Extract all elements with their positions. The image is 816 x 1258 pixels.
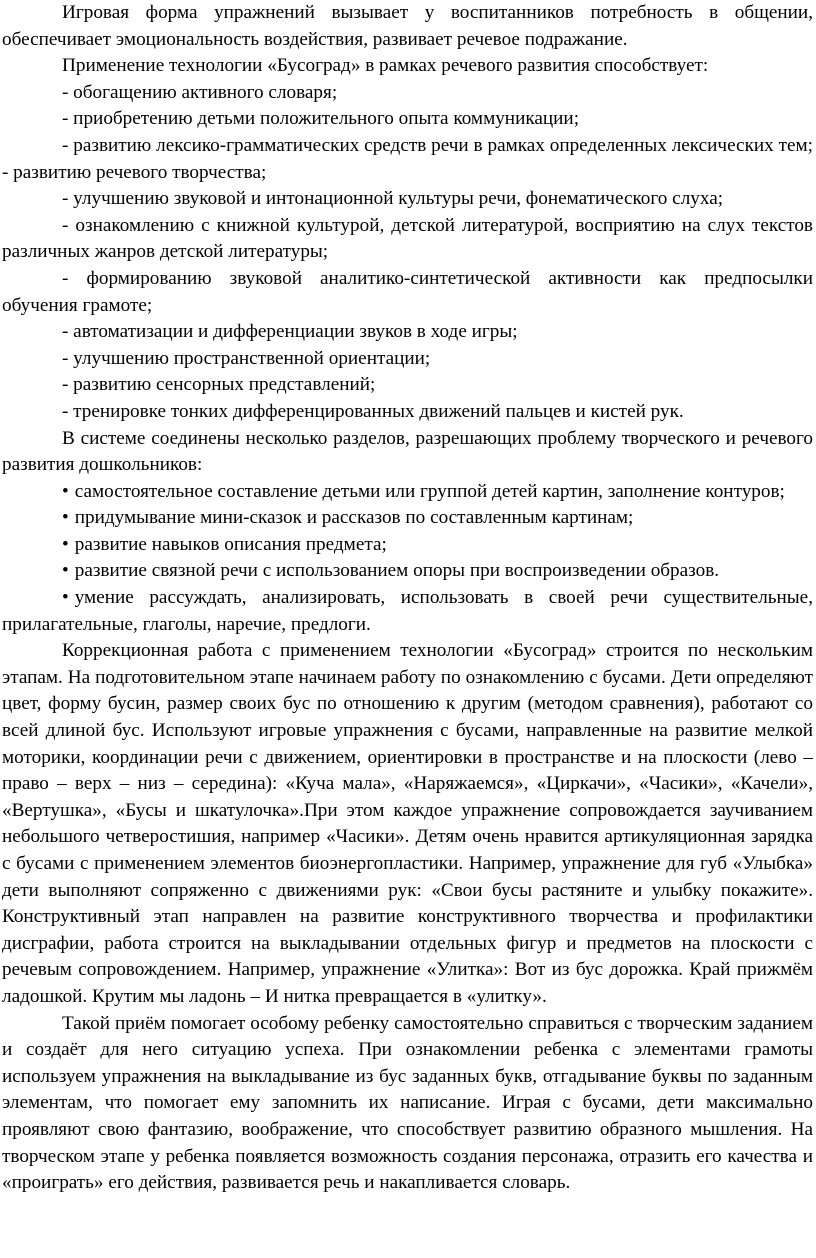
bullet-list-item — [2, 585, 813, 638]
bullet-list-item — [2, 558, 813, 585]
bullet-text: развитие связной речи с использованием опоры при воспроизведении образов. — [74, 560, 720, 582]
list-item-dash: - улучшению звуковой и интонационной культуры речи, фонематического слуха; — [62, 188, 724, 210]
paragraph-system-sections: В системе соединены несколько разделов, разрешающих проблему творческого и речевого развития дошкольников: — [2, 427, 813, 476]
bullet-icon: • — [62, 480, 69, 502]
paragraph-correction-work: Коррекционная работа с применением технологии «Бусоград» строится по нескольким этапам. На подготовительном этапе начинаем работу по ознакомлению с бусами. Дети определяют цвет, форму бусин, размер своих бус по отношению к другим (методом сравнения), работают со всей длиной бус. Используют игровые упражнения с бусами, направленные на развитие мелкой моторики, координации речи с движением, ориентировки в пространстве и на плоскости (лево – право – верх – низ – середина): «Куча мала», «Наряжаемся», «Циркачи», «Часики», «Качели», «Вертушка», «Бусы и шкатулочка».При этом каждое упражнение сопровождается заучиванием небольшого четверостишия, например «Часики». Детям очень нравится артикуляционная зарядка с бусами с применением элементов биоэнергопластики. Например, упражнение для губ «Улыбка» дети выполняют сопряженно с движениями рук: «Свои бусы растяните и улыбку покажите». Конструктивный этап направлен на развитие конструктивного творчества и профилактики дисграфии, работа строится на выкладывании отдельных фигур и предметов на плоскости с речевым сопровождением. Например, упражнение «Улитка»: Вот из бус дорожка. Край прижмём ладошкой. Крутим мы ладонь – И нитка превращается в «улитку». — [2, 640, 813, 1007]
list-item-dash: - развитию сенсорных представлений; — [62, 374, 376, 396]
paragraph-technology-lead: Применение технологии «Бусоград» в рамках речевого развития способствует: — [62, 55, 709, 77]
bullet-text: самостоятельное составление детьми или группой детей картин, заполнение контуров; — [74, 480, 785, 502]
bullet-list-item — [2, 532, 813, 559]
list-item-dash: - тренировке тонких дифференцированных движений пальцев и кистей рук. — [62, 400, 684, 422]
list-item-dash: - ознакомлению с книжной культурой, детской литературой, восприятию на слух текстов различных жанров детской литературы; — [2, 214, 813, 263]
list-item-dash: - развитию лексико-грамматических средств речи в рамках определенных лексических тем; - развитию речевого творчества; — [2, 134, 813, 183]
bullet-icon: • — [62, 507, 69, 529]
bullet-text: придумывание мини-сказок и рассказов по составленным картинам; — [74, 507, 634, 529]
list-item-dash: - приобретению детьми положительного опыта коммуникации; — [62, 108, 580, 130]
bullet-icon: • — [62, 560, 69, 582]
bullet-text: умение рассуждать, анализировать, использовать в своей речи существительные, прилагательные, глаголы, наречие, предлоги. — [2, 587, 813, 635]
list-item-dash: - улучшению пространственной ориентации; — [62, 347, 431, 369]
list-item-dash: - формированию звуковой аналитико-синтетической активности как предпосылки обучения грамоте; — [2, 267, 813, 316]
bullet-icon: • — [62, 533, 69, 555]
paragraph-intro: Игровая форма упражнений вызывает у воспитанников потребность в общении, обеспечивает эмоциональность воздействия, развивает речевое подражание. — [2, 2, 813, 50]
bullet-icon: • — [62, 587, 69, 609]
bullet-list-item — [2, 505, 813, 532]
bullet-text: развитие навыков описания предмета; — [74, 533, 387, 555]
bullet-list-item — [2, 479, 813, 506]
list-item-dash: - обогащению активного словаря; — [62, 81, 338, 103]
list-item-dash: - автоматизации и дифференциации звуков в ходе игры; — [62, 321, 518, 343]
paragraph-creative-stage: Такой приём помогает особому ребенку самостоятельно справиться с творческим заданием и создаёт для него ситуацию успеха. При ознакомлении ребенка с элементами грамоты используем упражнения на выкладывание из бус заданных букв, отгадывание буквы по заданным элементам, что помогает ему запомнить их написание. Играя с бусами, дети максимально проявляют свою фантазию, воображение, что способствует развитию образного мышления. На творческом этапе у ребенка появляется возможность создания персонажа, отразить его качества и «проиграть» его действия, развивается речь и накапливается словарь. — [2, 1012, 813, 1194]
